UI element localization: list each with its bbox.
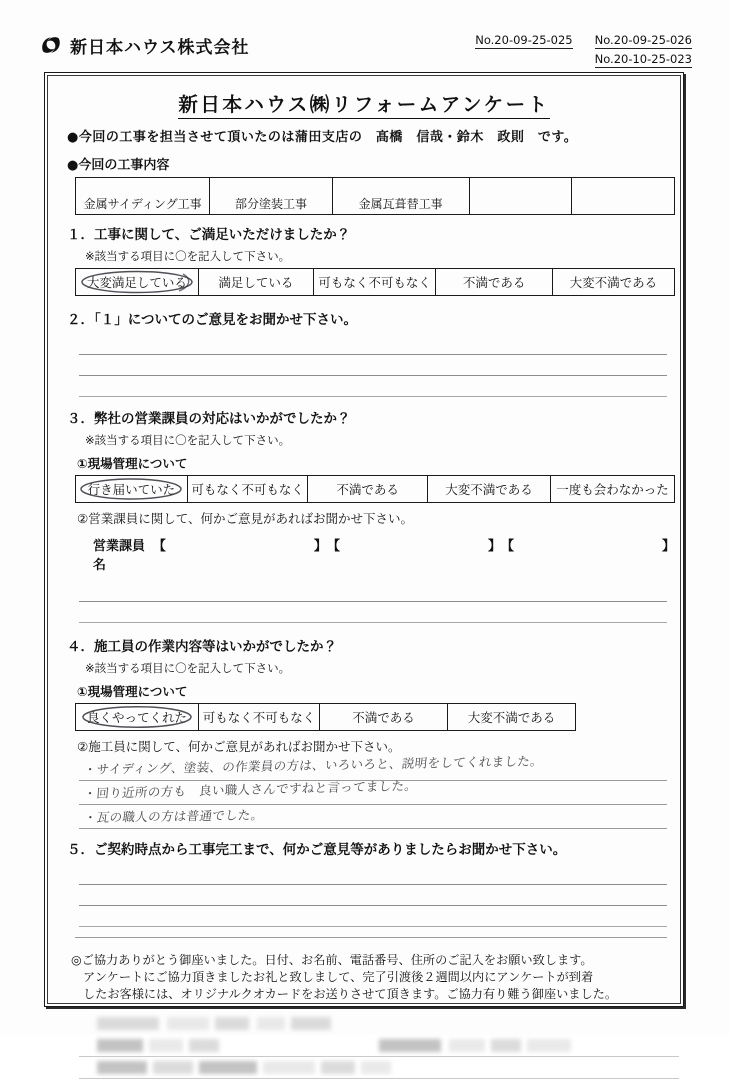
question-3-sub1-label: ①現場管理について [77, 456, 188, 471]
question-4-sub2-label: ②施工員に関して、何かご意見があればお聞かせ下さい。 [77, 739, 401, 754]
reference-number-1: No.20-09-25-025 [475, 33, 573, 47]
q1-option-1[interactable]: 満足している [198, 269, 313, 296]
question-2-text: ２．「１」についてのご意見をお聞かせ下さい。 [67, 312, 357, 328]
q4-option-0[interactable] [76, 704, 199, 731]
q1-option-3[interactable]: 不満である [436, 269, 553, 296]
personal-info-redacted-area [79, 1013, 679, 1079]
footer-notice-line-2: アンケートにご協力頂きましたお礼と致しまして、完了引渡後２週間以内にアンケートが到着 [83, 970, 594, 984]
question-3-sub2-label: ②営業課員に関して、何かご意見があればお聞かせ下さい。 [77, 511, 413, 526]
answer-line[interactable] [79, 777, 667, 805]
question-4-sub1-label: ①現場管理について [77, 684, 188, 699]
table-row [76, 269, 675, 296]
question-4-handwritten-answer[interactable] [79, 753, 675, 829]
q3-option-1[interactable]: 可もなく不可もなく [187, 476, 308, 503]
question-4-options-table[interactable] [75, 703, 576, 731]
question-1-note: ※該当する項目に〇を記入して下さい。 [85, 249, 291, 263]
work-cell-1: 金属サイディング工事 [76, 178, 210, 215]
redacted-row-date-name [79, 1013, 679, 1035]
name-bracket-3[interactable]: 【 】 [500, 539, 675, 554]
reference-number-2: No.20-09-25-026 [594, 33, 692, 47]
sales-staff-name-label: 営業課員名 [93, 539, 146, 573]
q3-option-0-label: 行き届いていた [87, 482, 176, 497]
footer-notice-line-1: ◎ご協力ありがとう御座いました。日付、お名前、電話番号、住所のご記入をお願い致します。 [71, 953, 593, 967]
question-5-text: ５．ご契約時点から工事完工まで、何かご意見等がありましたらお聞かせ下さい。 [67, 842, 567, 858]
question-4-note: ※該当する項目に〇を記入して下さい。 [85, 661, 291, 675]
charge-staff-line: ●今回の工事を担当させて頂いたのは蒲田支店の 髙橋 信哉・鈴木 政則 です。 [67, 130, 578, 145]
page-title [53, 89, 675, 117]
answer-line[interactable] [79, 885, 667, 906]
q1-option-0[interactable] [76, 269, 199, 296]
question-3-answer-lines[interactable] [79, 581, 675, 623]
q1-option-0-label: 大変満足している [86, 275, 187, 290]
q1-option-4[interactable]: 大変不満である [552, 269, 674, 296]
answer-line[interactable] [79, 334, 667, 355]
reference-number-3: No.20-10-25-023 [594, 52, 692, 66]
work-content-label: ●今回の工事内容 [67, 158, 170, 173]
q3-option-3[interactable]: 大変不満である [427, 476, 550, 503]
answer-line[interactable] [79, 581, 667, 602]
q4-option-2[interactable]: 不満である [320, 704, 448, 731]
sales-staff-name-row[interactable] [93, 535, 675, 573]
answer-line[interactable] [79, 376, 667, 397]
table-row [76, 704, 576, 731]
footer-divider [75, 937, 667, 938]
reference-numbers [0, 33, 692, 68]
company-name: 新日本ハウス株式会社 [70, 37, 250, 58]
question-1-options-table[interactable] [75, 268, 675, 296]
q3-option-2[interactable]: 不満である [308, 476, 428, 503]
question-3-options-table[interactable] [75, 475, 675, 503]
page-title-text: 新日本ハウス㈱リフォームアンケート [178, 93, 549, 119]
work-cell-2: 部分塗装工事 [210, 178, 332, 215]
question-4-text: ４．施工員の作業内容等はいかがでしたか？ [67, 639, 337, 655]
name-bracket-1[interactable]: 【 】 [152, 539, 327, 554]
q1-option-2[interactable]: 可もなく不可もなく [313, 269, 435, 296]
work-cell-3: 金属瓦葺替工事 [332, 178, 469, 215]
answer-line[interactable] [79, 906, 667, 927]
table-row [76, 476, 675, 503]
redacted-row-phone [79, 1035, 679, 1057]
q4-option-0-label: 良くやってくれた [86, 710, 187, 725]
answer-line[interactable] [79, 805, 667, 829]
table-row [76, 178, 675, 215]
handwritten-text-line-1: ・サイディング、塗装、の作業員の方は、いろいろと、説明をしてくれました。 [83, 753, 544, 778]
survey-sheet [44, 72, 684, 1007]
footer-notice-line-3: したお客様には、オリジナルクオカードをお送りさせて頂きます。ご協力有り難う御座いました。 [83, 987, 618, 1001]
question-1-text: １．工事に関して、ご満足いただけましたか？ [67, 227, 351, 243]
answer-line[interactable] [79, 355, 667, 376]
answer-line[interactable] [79, 864, 667, 885]
reference-number-col-right [595, 33, 692, 68]
reference-number-col-left [475, 33, 572, 68]
handwritten-text-line-2: ・回り近所の方も 良い職人さんですねと言ってました。 [83, 777, 418, 802]
q3-option-0[interactable] [76, 476, 188, 503]
footer-notice [71, 952, 675, 1003]
question-3-note: ※該当する項目に〇を記入して下さい。 [85, 433, 291, 447]
handwritten-text-line-3: ・瓦の職人の方は普通でした。 [83, 807, 265, 826]
work-cell-4 [469, 178, 571, 215]
work-cell-5 [571, 178, 674, 215]
q4-option-3[interactable]: 大変不満である [448, 704, 576, 731]
question-5-answer-lines[interactable] [79, 864, 675, 927]
q3-option-4[interactable]: 一度も会わなかった [551, 476, 675, 503]
question-3-text: ３．弊社の営業課員の対応はいかがでしたか？ [67, 411, 351, 427]
q4-option-1[interactable]: 可もなく不可もなく [199, 704, 320, 731]
name-bracket-2[interactable]: 【 】 [326, 539, 501, 554]
work-content-table [75, 177, 675, 215]
answer-line[interactable] [79, 602, 667, 623]
redacted-row-address [79, 1057, 679, 1079]
question-2-answer-lines[interactable] [79, 334, 675, 397]
